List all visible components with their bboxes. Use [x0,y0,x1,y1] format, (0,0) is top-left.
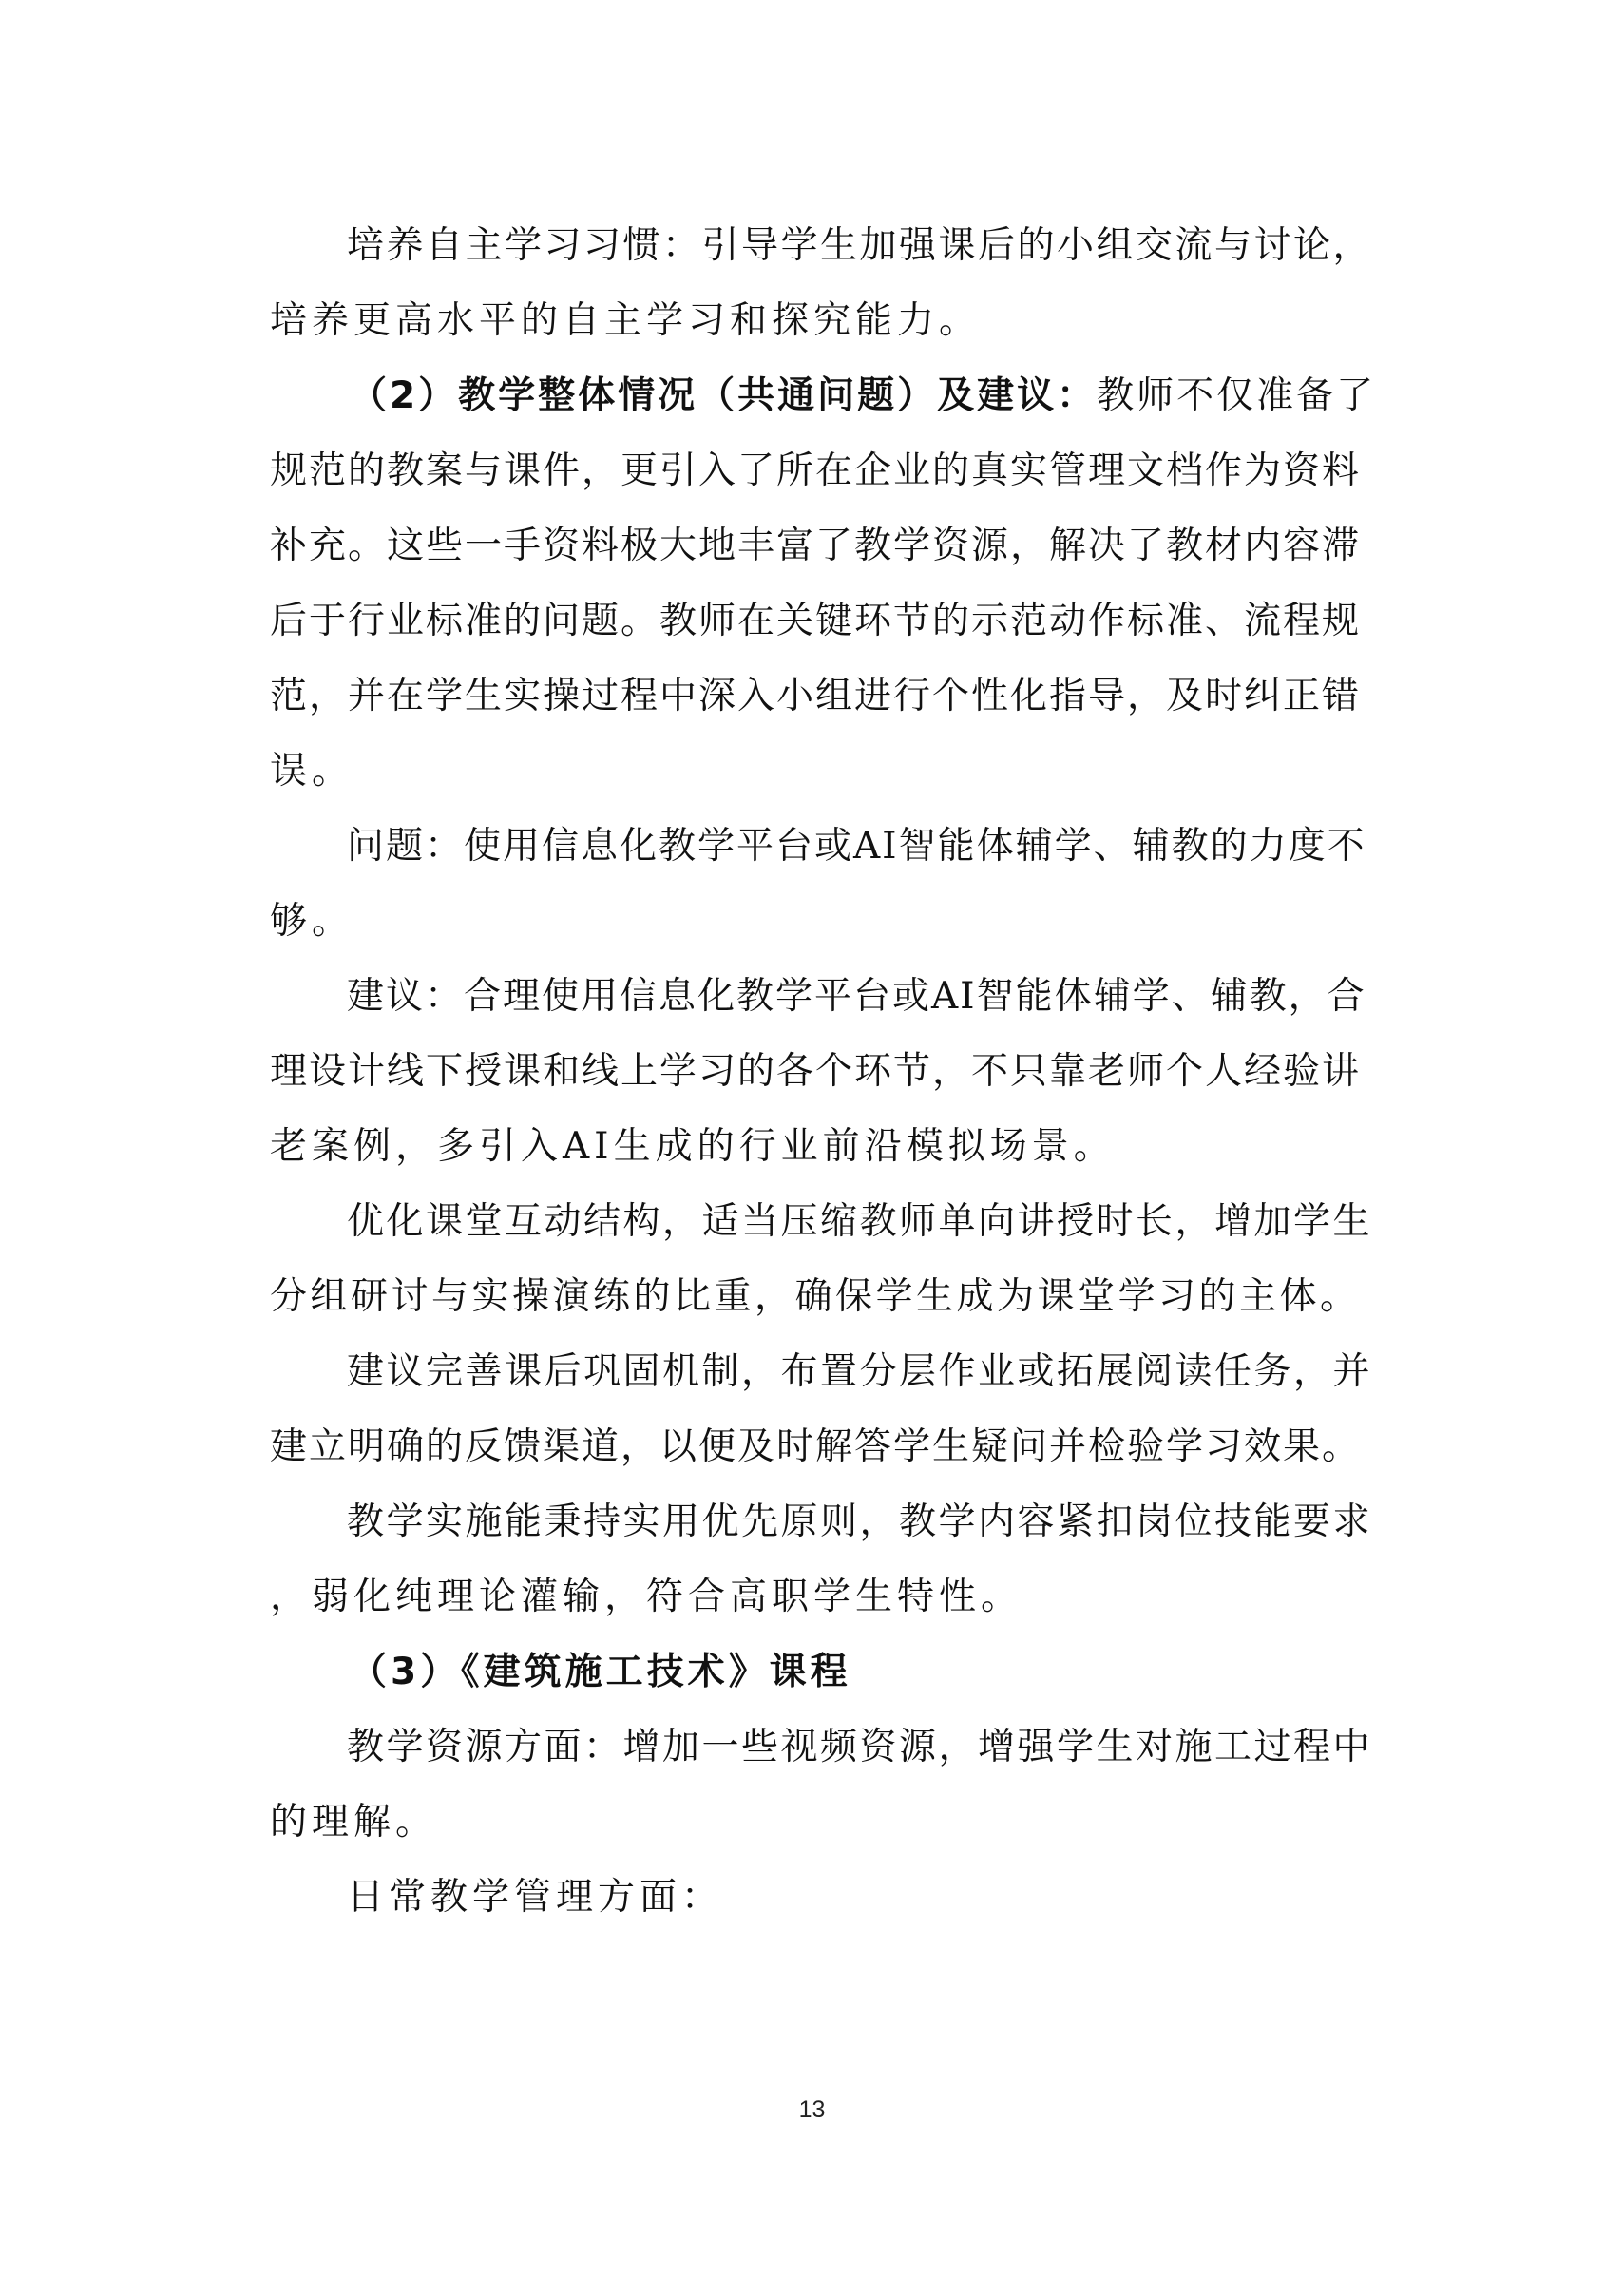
paragraph-text: 教师不仅准备了 [1097,374,1377,417]
paragraph-line: 建议完善课后巩固机制，布置分层作业或拓展阅读任务，并 [347,1350,1373,1393]
paragraph-line: 培养更高水平的自主学习和探究能力。 [270,299,982,342]
paragraph-line: 培养自主学习习惯：引导学生加强课后的小组交流与讨论， [347,224,1373,267]
section-2-heading: （2）教学整体情况（共通问题）及建议： [350,374,1098,417]
paragraph-line: 误。 [270,750,354,793]
paragraph-line: 教学资源方面：增加一些视频资源，增强学生对施工过程中 [347,1726,1373,1768]
paragraph-line: 规范的教案与课件，更引入了所在企业的真实管理文档作为资料 [270,449,1362,492]
paragraph-line: 范，并在学生实操过程中深入小组进行个性化指导，及时纠正错 [270,675,1362,717]
paragraph-line: 建议：合理使用信息化教学平台或AI智能体辅学、辅教，合 [347,975,1366,1018]
paragraph-line: 问题：使用信息化教学平台或AI智能体辅学、辅教的力度不 [347,825,1366,868]
paragraph-line: 优化课堂互动结构，适当压缩教师单向讲授时长，增加学生 [347,1200,1373,1243]
paragraph-line: 补充。这些一手资料极大地丰富了教学资源，解决了教材内容滞 [270,525,1362,567]
paragraph-line: 后于行业标准的问题。教师在关键环节的示范动作标准、流程规 [270,600,1362,642]
paragraph-line: 的理解。 [270,1801,438,1844]
paragraph-line: 教学实施能秉持实用优先原则，教学内容紧扣岗位技能要求 [347,1500,1373,1543]
paragraph-line: ，弱化纯理论灌输，符合高职学生特性。 [270,1576,1023,1618]
paragraph-line: 老案例，多引入AI生成的行业前沿模拟场景。 [270,1125,1116,1168]
section-3-heading: （3）《建筑施工技术》课程 [350,1651,851,1693]
page-number: 13 [798,2096,826,2123]
section-2-heading-line [350,373,1376,420]
paragraph-line: 分组研讨与实操演练的比重，确保学生成为课堂学习的主体。 [270,1275,1361,1318]
paragraph-line: 日常教学管理方面： [347,1876,724,1919]
paragraph-line: 理设计线下授课和线上学习的各个环节，不只靠老师个人经验讲 [270,1050,1362,1093]
paragraph-line: 建立明确的反馈渠道，以便及时解答学生疑问并检验学习效果。 [270,1425,1362,1468]
paragraph-line: 够。 [270,900,354,943]
